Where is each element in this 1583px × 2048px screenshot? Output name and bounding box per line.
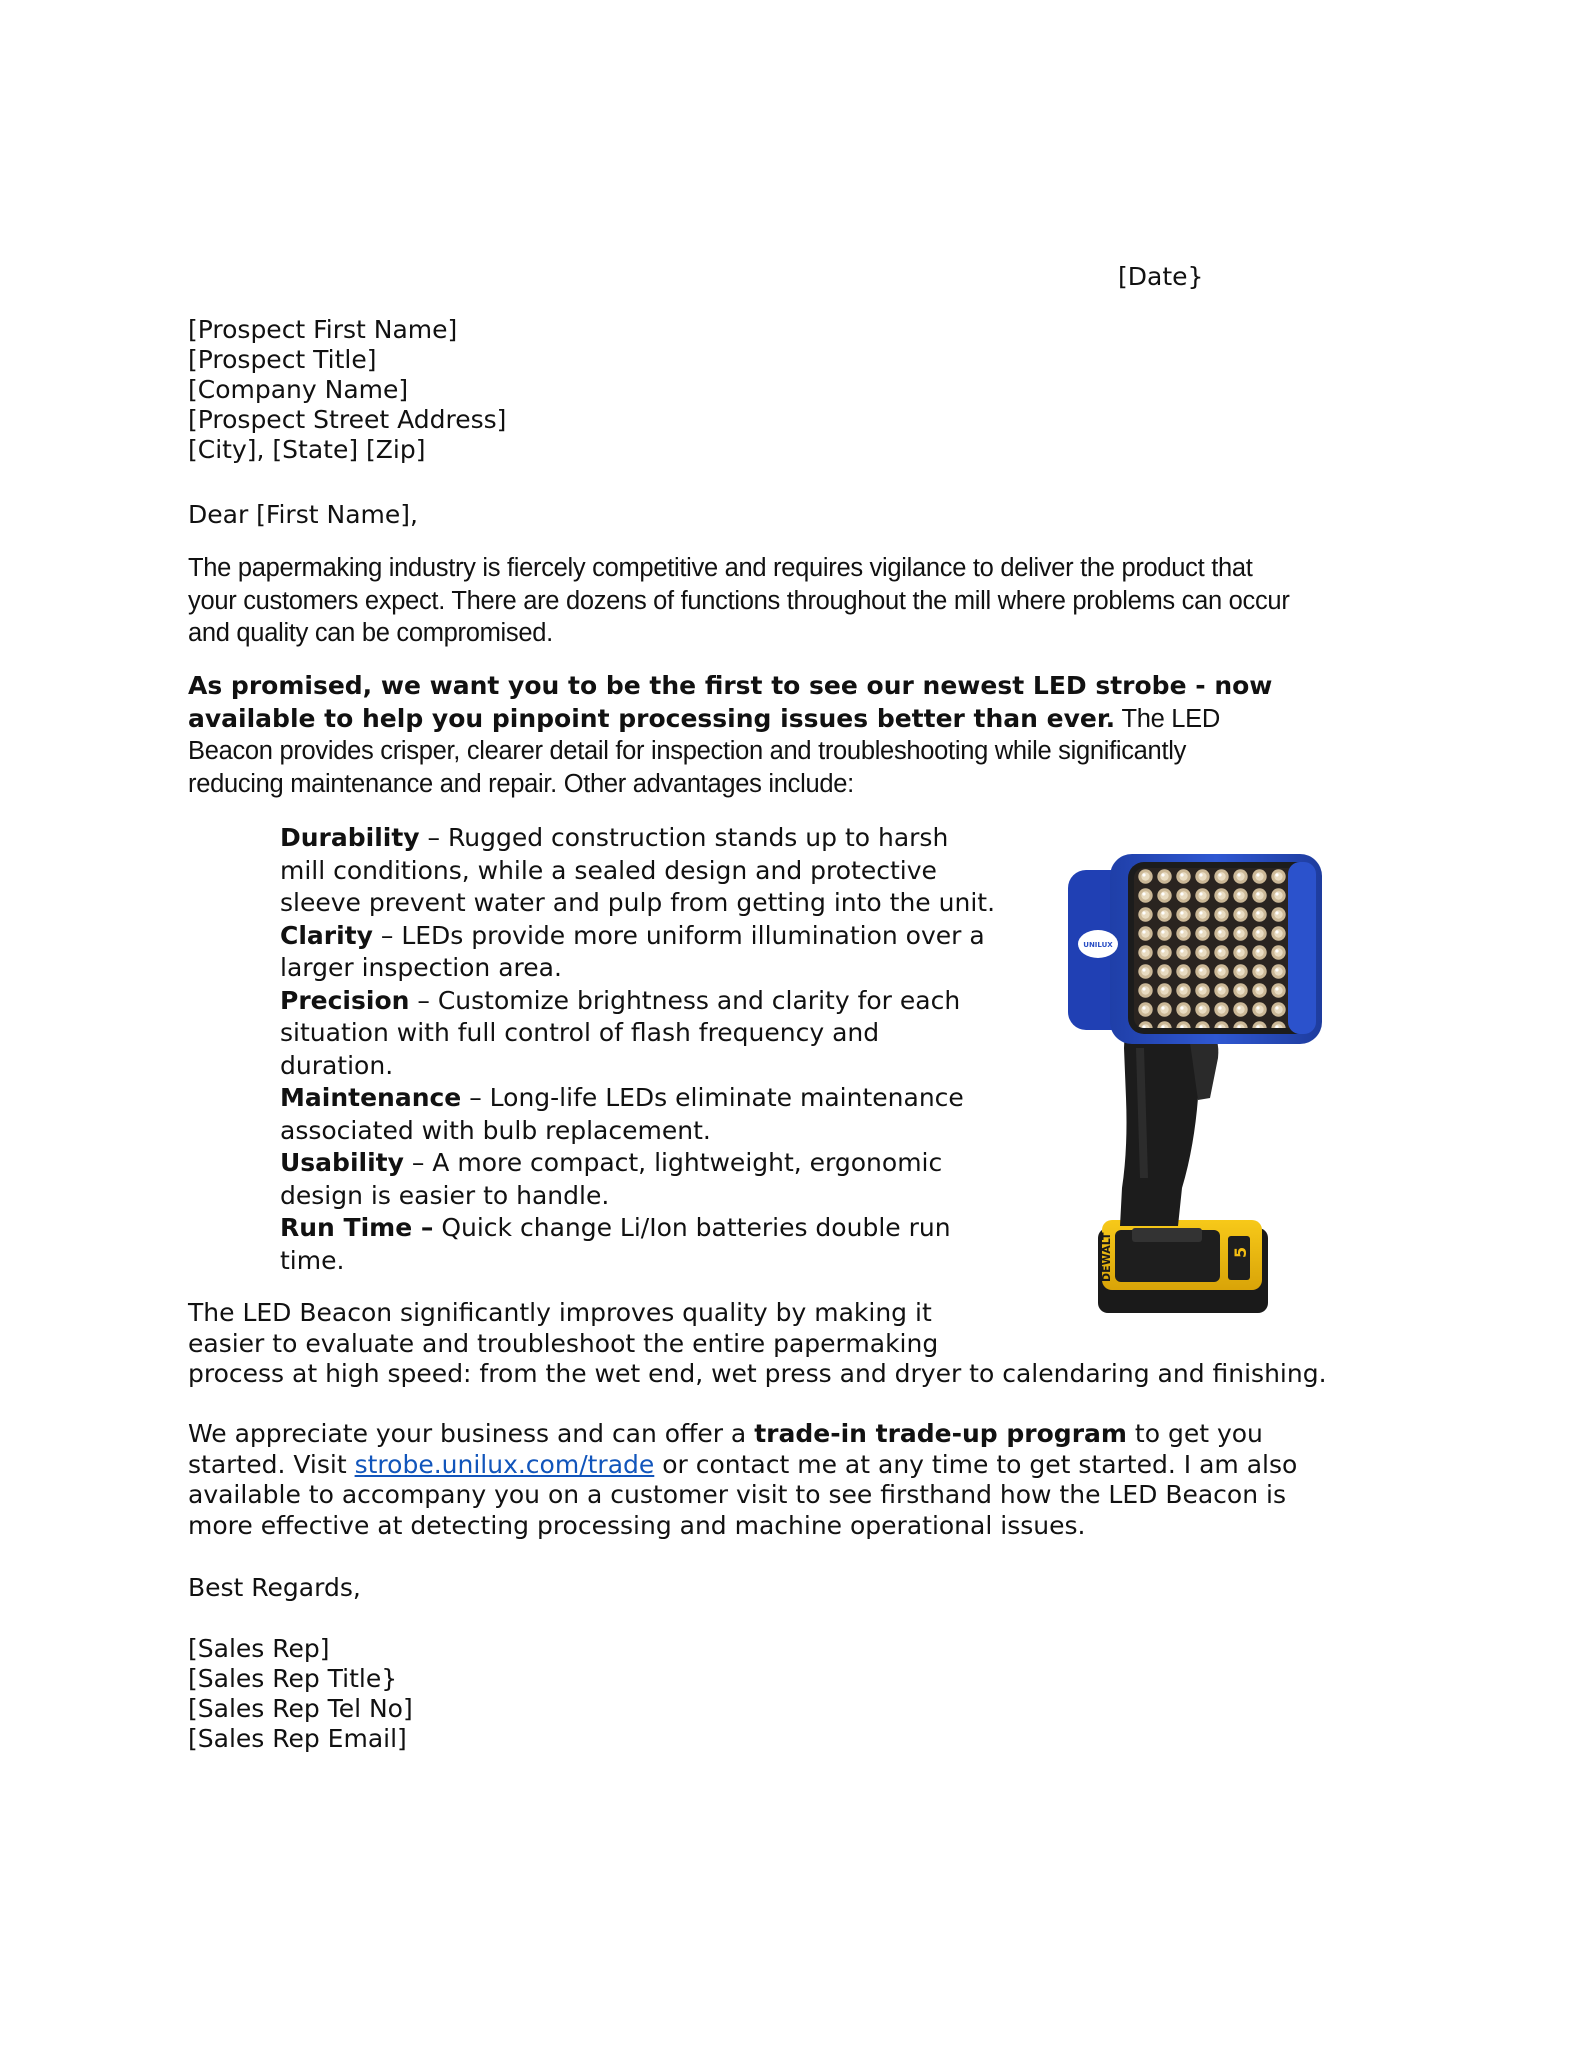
precision-text: situation with full control of flash frequency and xyxy=(280,1018,880,1047)
intro-line: your customers expect. There are dozens of functions throughout the mill where problems can occur xyxy=(188,586,1290,615)
clarity-text: – LEDs provide more uniform illumination over a xyxy=(372,920,985,950)
precision-label: Precision xyxy=(280,985,410,1015)
clarity-label: Clarity xyxy=(280,920,373,950)
trade-link[interactable]: strobe.unilux.com/trade xyxy=(354,1449,655,1479)
recipient-street: [Prospect Street Address] xyxy=(188,405,507,434)
usability-label: Usability xyxy=(280,1148,404,1177)
recipient-first-name: [Prospect First Name] xyxy=(188,315,458,344)
promise-line4: reducing maintenance and repair. Other advantages include: xyxy=(188,769,854,798)
beacon-line: easier to evaluate and troubleshoot the entire papermaking xyxy=(188,1328,939,1358)
promise-bold-line1: As promised, we want you to be the first to see our newest LED strobe - now xyxy=(188,671,1273,700)
promise-line2-rest: The LED xyxy=(1115,704,1221,733)
recipient-address xyxy=(188,315,506,465)
strobe-head-icon xyxy=(1068,854,1322,1044)
sales-rep-email: [Sales Rep Email] xyxy=(188,1724,407,1753)
salutation: Dear [First Name], xyxy=(188,500,418,529)
runtime-text: Quick change Li/Ion batteries double run xyxy=(433,1213,951,1242)
usability-text: design is easier to handle. xyxy=(280,1180,610,1210)
unilux-logo: UNILUX xyxy=(1083,941,1113,949)
precision-text: – Customize brightness and clarity for each xyxy=(409,985,961,1015)
closing: Best Regards, xyxy=(188,1573,361,1602)
recipient-company: [Company Name] xyxy=(188,375,409,404)
clarity-text: larger inspection area. xyxy=(280,953,562,982)
trade-program-label: trade-in trade-up program xyxy=(754,1419,1127,1448)
battery-brand-text: DEWALT xyxy=(1100,1232,1113,1282)
signature-block xyxy=(188,1634,413,1754)
beacon-paragraph xyxy=(188,1298,1327,1390)
intro-paragraph xyxy=(188,552,1290,650)
durability-text: sleeve prevent water and pulp from getting into the unit. xyxy=(280,888,996,917)
trade-line3: available to accompany you on a customer visit to see firsthand how the LED Beacon is xyxy=(188,1480,1286,1509)
letter-date: [Date} xyxy=(1118,262,1204,291)
promise-line3: Beacon provides crisper, clearer detail for inspection and troubleshooting while significantly xyxy=(188,737,1187,765)
runtime-label: Run Time – xyxy=(280,1213,434,1242)
sales-rep-tel: [Sales Rep Tel No] xyxy=(188,1694,413,1723)
sales-rep-title: [Sales Rep Title} xyxy=(188,1664,398,1693)
promise-bold-line2: available to help you pinpoint processing issues better than ever. xyxy=(188,703,1116,733)
usability-text: – A more compact, lightweight, ergonomic xyxy=(403,1148,943,1177)
trade-line2-start: started. Visit xyxy=(188,1449,355,1479)
precision-text: duration. xyxy=(280,1050,394,1080)
beacon-line: The LED Beacon significantly improves quality by making it xyxy=(188,1298,932,1327)
advantages-list xyxy=(280,822,995,1277)
trade-line1-start: We appreciate your business and can offer a xyxy=(188,1419,755,1448)
runtime-text: time. xyxy=(280,1245,345,1275)
svg-text:5: 5 xyxy=(1231,1246,1250,1258)
recipient-title: [Prospect Title] xyxy=(188,345,377,374)
promise-paragraph xyxy=(188,670,1272,800)
handle-icon xyxy=(1120,1018,1218,1226)
recipient-city-state-zip: [City], [State] [Zip] xyxy=(188,435,426,464)
led-beacon-image xyxy=(1060,848,1328,1318)
maintenance-label: Maintenance xyxy=(280,1083,462,1112)
sales-rep-name: [Sales Rep] xyxy=(188,1634,330,1663)
beacon-line: process at high speed: from the wet end, wet press and dryer to calendaring and finishing. xyxy=(188,1359,1327,1388)
maintenance-text: associated with bulb replacement. xyxy=(280,1115,711,1145)
trade-line2-end: or contact me at any time to get started. I am also xyxy=(654,1449,1298,1479)
trade-line1-end: to get you xyxy=(1126,1419,1263,1448)
durability-text: – Rugged construction stands up to harsh xyxy=(419,823,949,852)
intro-line: and quality can be compromised. xyxy=(188,619,553,647)
durability-text: mill conditions, while a sealed design and protective xyxy=(280,855,937,885)
maintenance-text: – Long-life LEDs eliminate maintenance xyxy=(461,1083,964,1112)
trade-line4: more effective at detecting processing and machine operational issues. xyxy=(188,1510,1086,1540)
durability-label: Durability xyxy=(280,823,420,852)
trade-paragraph xyxy=(188,1419,1297,1541)
intro-line: The papermaking industry is fiercely competitive and requires vigilance to deliver the product that xyxy=(188,554,1253,582)
